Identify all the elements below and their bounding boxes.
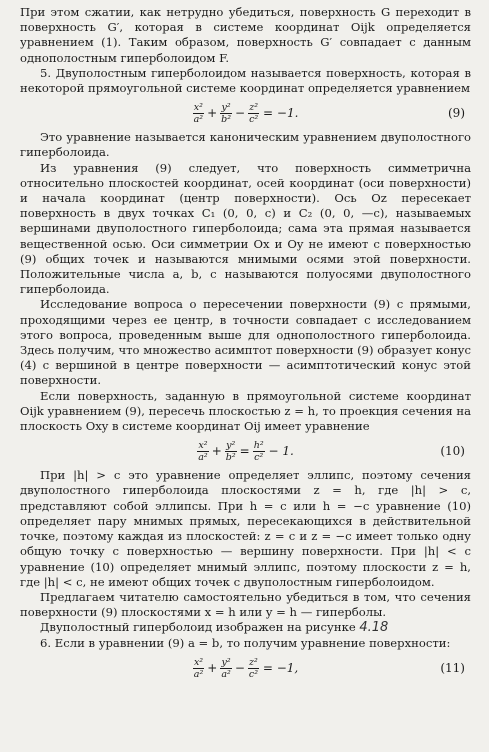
eq10-num-3: h² (253, 440, 264, 452)
paragraph-plane-section: Если поверхность, заданную в прямоугольной системе координат Oijk уравнением (9), пересечь плоскостью z = h, то проекция сечения на плоскость Oxy в системе координат Oij имеет уравнение (20, 388, 471, 434)
eq10-op-1: + (211, 444, 222, 459)
eq11-den-2: a² (221, 668, 231, 680)
eq10-rhs: − 1. (268, 444, 294, 459)
eq11-rhs: = −1, (262, 660, 299, 675)
paragraph-surface-compression: При этом сжатии, как нетрудно убедиться, поверхность G переходит в поверхность G′, которая в системе координат Oijk определяется уравнением (1). Таким образом, поверхность G′ совпадает с данным однополостным гиперболоидом F. (20, 5, 471, 65)
equation-number-9: (9) (448, 106, 465, 121)
equation-11 (20, 651, 471, 685)
eq11-num-2: y² (221, 656, 231, 668)
equation-number-10: (10) (440, 444, 465, 459)
eq9-den-3: c² (249, 114, 259, 126)
eq9-op-2: − (235, 106, 246, 121)
equation-10 (20, 434, 471, 468)
handwritten-figure-number: 4.18 (359, 620, 389, 636)
eq10-den-3: c² (254, 452, 264, 464)
paragraph-asymptotic-cone: Исследование вопроса о пересечении поверхности (9) с прямыми, проходящими через ее центр, в точности совпадает с исследованием этого вопроса, проведенным выше для однополостного гиперболоида. Здесь получим, что множество асимптот поверхности (9) образует конус (4) с вершиной в центре поверхности — асимптотический конус этой поверхности. (20, 297, 471, 388)
eq11-op-1: + (207, 660, 218, 675)
paragraph-canonical-equation: Это уравнение называется каноническим уравнением двуполостного гиперболоида. (20, 130, 471, 160)
eq10-num-2: y² (226, 440, 236, 452)
paragraph-revolution-case: 6. Если в уравнении (9) a = b, то получим уравнение поверхности: (40, 635, 451, 650)
eq11-den-3: c² (248, 668, 259, 680)
eq11-num-3: z² (249, 656, 258, 668)
eq10-num-1: x² (198, 440, 208, 452)
eq9-op-1: + (207, 106, 218, 121)
paragraph-figure-reference (20, 620, 471, 635)
eq9-num-2: y² (221, 102, 231, 114)
eq10-op-2: = (239, 444, 250, 459)
eq11-num-1: x² (193, 656, 204, 668)
figure-reference-text: Двуполостный гиперболоид изображен на рисунке (40, 620, 356, 635)
eq11-op-2: − (234, 660, 245, 675)
eq9-den-1: a² (193, 114, 204, 126)
paragraph-hyperbola-sections: Предлагаем читателю самостоятельно убедиться в том, что сечения поверхности (9) плоскостями x = h или y = h — гиперболы. (20, 589, 471, 620)
paragraph-two-sheet-definition: 5. Двуполостным гиперболоидом называется поверхность, которая в некоторой прямоугольной системе координат определяется уравнением (20, 65, 471, 96)
equation-9 (20, 96, 471, 130)
eq10-den-1: a² (198, 452, 208, 464)
equation-number-11: (11) (440, 660, 465, 675)
paragraph-ellipse-cases: При |h| > c это уравнение определяет эллипс, поэтому сечения двуполостного гиперболоида плоскостями z = h, где |h| > c, представляют собой эллипсы. При h = c или h = −c уравнение (10) определяет пару мнимых прямых, пересекающихся в действительной точке, поэтому каждая из плоскостей: z = c и z = −c имеет только одну общую точку с поверхностью — вершину поверхности. При |h| < c уравнение (10) определяет мнимый эллипс, поэтому плоскости z = h, где |h| < c, не имеют общих точек с двуполостным гиперболоидом. (20, 468, 471, 589)
paragraph-symmetry: Из уравнения (9) следует, что поверхность симметрична относительно плоскостей координат, осей координат (оси поверхности) и начала координат (центр поверхности). Ось Oz пересекает поверхность в двух точках C₁ (0, 0, c) и C₂ (0, 0, —c), называемых вершинами двуполостного гиперболоида; сама эта прямая называется вещественной осью. Оси симметрии Ox и Oy не имеют с поверхностью (9) общих точек и называются мнимыми осями этой поверхности. Положительные числа a, b, c называются полуосями двуполостного гиперболоида. (20, 160, 471, 297)
eq10-den-2: b² (225, 452, 236, 464)
eq9-rhs: = −1. (263, 106, 299, 121)
eq9-num-1: x² (193, 102, 203, 114)
eq11-den-1: a² (193, 668, 204, 680)
eq9-num-3: z² (249, 102, 259, 114)
eq9-den-2: b² (221, 114, 232, 126)
